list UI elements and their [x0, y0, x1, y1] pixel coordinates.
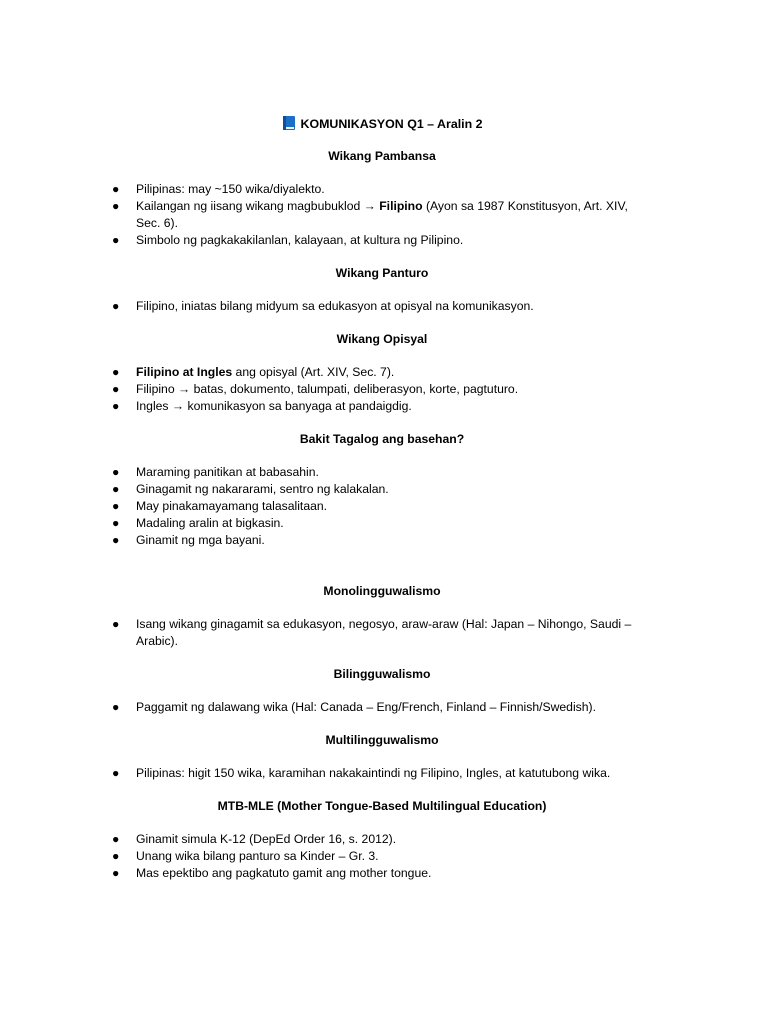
list-item — [112, 515, 652, 532]
list-item-text: Ginamit simula K-12 (DepEd Order 16, s. 2012). — [136, 832, 397, 846]
bullet-icon: ● — [112, 233, 120, 247]
section-heading: Bakit Tagalog ang basehan? — [299, 432, 465, 446]
bullet-icon: ● — [112, 766, 120, 780]
bullet-icon: ● — [112, 299, 120, 313]
list-item-text: Filipino, iniatas bilang midyum sa edukasyon at opisyal na komunikasyon. — [136, 299, 534, 313]
list-item-text: Filipino → batas, dokumento, talumpati, deliberasyon, korte, pagtuturo. — [136, 382, 519, 396]
section-heading: Wikang Panturo — [335, 266, 429, 280]
bullet-list — [112, 298, 652, 315]
bullet-icon: ● — [112, 832, 120, 846]
bullet-list — [112, 699, 652, 716]
bullet-icon: ● — [112, 866, 120, 880]
list-item-text: Pilipinas: higit 150 wika, karamihan nakakaintindi ng Filipino, Ingles, at katutubong wika. — [136, 766, 611, 780]
list-item-text: Isang wikang ginagamit sa edukasyon, negosyo, araw-araw (Hal: Japan – Nihongo, Saudi – Arabic). — [136, 617, 632, 648]
bullet-icon: ● — [112, 482, 120, 496]
section-heading: Monolingguwalismo — [323, 584, 441, 598]
bullet-list — [112, 464, 652, 549]
list-item — [112, 765, 652, 782]
section-heading: Wikang Opisyal — [336, 332, 428, 346]
list-item — [112, 464, 652, 481]
bullet-icon: ● — [112, 533, 120, 547]
list-item — [112, 381, 652, 398]
list-item-text: (Ayon sa 1987 Konstitusyon, Art. XIV, Sec. 6). — [136, 199, 628, 230]
list-item — [112, 481, 652, 498]
section-heading: MTB-MLE (Mother Tongue-Based Multilingual Education) — [217, 799, 547, 813]
list-item — [112, 181, 652, 198]
bullet-icon: ● — [112, 399, 120, 413]
list-item — [112, 232, 652, 249]
list-item — [112, 831, 652, 848]
list-item — [112, 848, 652, 865]
section-heading: Wikang Pambansa — [328, 149, 436, 163]
bullet-icon: ● — [112, 499, 120, 513]
list-item-text: Mas epektibo ang pagkatuto gamit ang mother tongue. — [136, 866, 432, 880]
document-title — [112, 114, 652, 134]
bullet-list — [112, 364, 652, 415]
list-item — [112, 532, 652, 549]
bullet-icon: ● — [112, 365, 120, 379]
list-item-text: Ginagamit ng nakararami, sentro ng kalakalan. — [136, 482, 389, 496]
section-heading: Multilingguwalismo — [325, 733, 439, 747]
bullet-icon: ● — [112, 465, 120, 479]
blank-line — [112, 565, 652, 583]
list-item-text: Unang wika bilang panturo sa Kinder – Gr. 3. — [136, 849, 379, 863]
bullet-icon: ● — [112, 516, 120, 530]
document-title-text: KOMUNIKASYON Q1 – Aralin 2 — [300, 117, 483, 131]
bullet-list — [112, 616, 652, 650]
list-item-text: Simbolo ng pagkakakilanlan, kalayaan, at kultura ng Pilipino. — [136, 233, 464, 247]
list-item — [112, 498, 652, 515]
list-item — [112, 198, 652, 232]
bullet-icon: ● — [112, 182, 120, 196]
list-item-text: Madaling aralin at bigkasin. — [136, 516, 284, 530]
section-heading: Bilingguwalismo — [333, 667, 431, 681]
bullet-list — [112, 765, 652, 782]
bullet-icon: ● — [112, 617, 120, 631]
bullet-icon: ● — [112, 382, 120, 396]
list-item — [112, 298, 652, 315]
list-item-text: May pinakamayamang talasalitaan. — [136, 499, 328, 513]
bullet-icon: ● — [112, 849, 120, 863]
list-item — [112, 398, 652, 415]
list-item-text: Ginamit ng mga bayani. — [136, 533, 265, 547]
document-body — [112, 148, 652, 882]
book-icon — [282, 116, 296, 130]
bullet-icon: ● — [112, 700, 120, 714]
bullet-icon: ● — [112, 199, 120, 213]
list-item-emphasis: Filipino at Ingles — [136, 365, 233, 379]
list-item-text: Maraming panitikan at babasahin. — [136, 465, 319, 479]
list-item-text: Paggamit ng dalawang wika (Hal: Canada – Eng/French, Finland – Finnish/Swedish). — [136, 700, 596, 714]
list-item-text: ang opisyal (Art. XIV, Sec. 7). — [232, 365, 395, 379]
list-item-text: Kailangan ng iisang wikang magbubuklod → — [136, 199, 380, 213]
list-item — [112, 364, 652, 381]
list-item — [112, 616, 652, 650]
bullet-list — [112, 181, 652, 249]
list-item-text: Pilipinas: may ~150 wika/diyalekto. — [136, 182, 325, 196]
list-item-text: Ingles → komunikasyon sa banyaga at pandaigdig. — [136, 399, 412, 413]
list-item — [112, 699, 652, 716]
list-item — [112, 865, 652, 882]
bullet-list — [112, 831, 652, 882]
list-item-emphasis: Filipino — [379, 199, 423, 213]
